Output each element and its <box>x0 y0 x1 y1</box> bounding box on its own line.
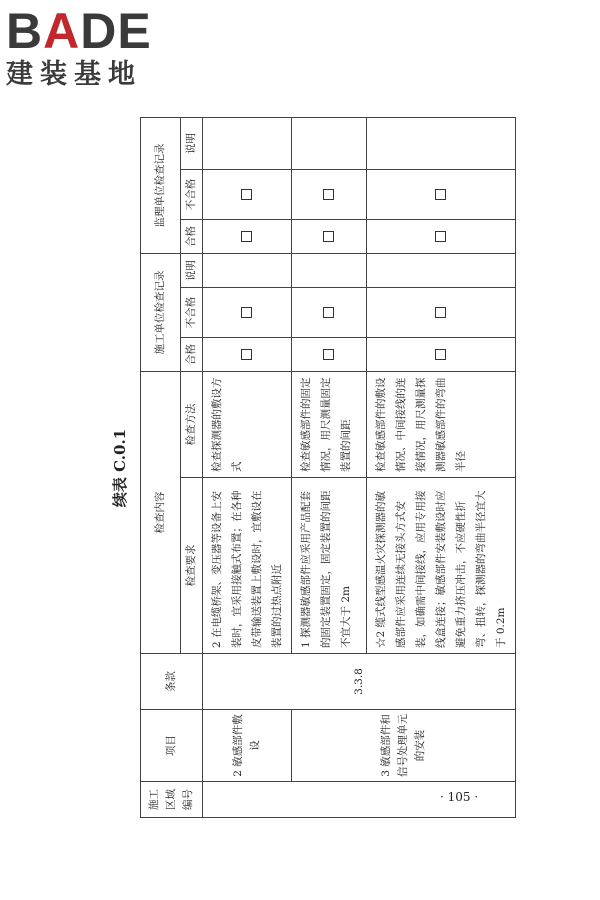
supervision-note-cell <box>367 117 516 169</box>
construction-note-cell <box>367 253 516 287</box>
construction-pass-cell <box>292 338 367 372</box>
header-supervision: 监理单位检查记录 <box>141 117 181 253</box>
header-clause: 条款 <box>141 654 203 710</box>
checkbox[interactable] <box>435 231 446 242</box>
checkbox[interactable] <box>323 349 334 360</box>
logo <box>6 4 186 96</box>
construction-pass-cell <box>367 338 516 372</box>
supervision-fail-cell <box>292 169 367 219</box>
header-requirement: 检查要求 <box>181 478 203 654</box>
logo-subtitle: 建装基地 <box>6 59 142 90</box>
page-number: · 105 · <box>440 790 479 804</box>
method-cell: 检查探测器的敷设方式 <box>203 372 292 478</box>
header-note: 说明 <box>181 253 203 287</box>
header-area: 施工区域编号 <box>141 782 203 818</box>
construction-pass-cell <box>203 338 292 372</box>
inspection-table <box>140 117 516 818</box>
item-cell: 3 敏感部件和信号处理单元的安装 <box>292 710 516 782</box>
item-cell: 2 敏感部件敷设 <box>203 710 292 782</box>
header-construction: 施工单位检查记录 <box>141 253 181 371</box>
logo-wordmark: BADE <box>6 3 152 59</box>
checkbox[interactable] <box>435 349 446 360</box>
supervision-fail-cell <box>203 169 292 219</box>
requirement-cell: 1 探测器敏感部件应采用产品配套的固定装置固定，固定装置的间距不宜大于 2m <box>292 478 367 654</box>
table-caption: 续表 C.0.1 <box>111 428 129 508</box>
header-method: 检查方法 <box>181 372 203 478</box>
header-fail: 不合格 <box>181 169 203 219</box>
clause-cell: 3.3.8 <box>203 654 516 710</box>
checkbox[interactable] <box>241 349 252 360</box>
checkbox[interactable] <box>241 231 252 242</box>
header-fail: 不合格 <box>181 288 203 338</box>
requirement-cell: ☆2 缆式线型感温火灾探测器的敏感部件应采用连续无接头方式安装，如确需中间接线，应用专用接线盒连接；敏感部件安装敷设时应避免重力挤压冲击，不应硬性折弯、扭转，探测器的弯曲半径宜大于 0.2m <box>367 478 516 654</box>
construction-fail-cell <box>292 288 367 338</box>
checkbox[interactable] <box>323 189 334 200</box>
header-content: 检查内容 <box>141 372 181 654</box>
checkbox[interactable] <box>435 189 446 200</box>
supervision-note-cell <box>203 117 292 169</box>
checkbox[interactable] <box>241 307 252 318</box>
checkbox[interactable] <box>435 307 446 318</box>
checkbox[interactable] <box>323 231 334 242</box>
supervision-pass-cell <box>203 219 292 253</box>
supervision-note-cell <box>292 117 367 169</box>
supervision-pass-cell <box>367 219 516 253</box>
construction-fail-cell <box>367 288 516 338</box>
construction-note-cell <box>292 253 367 287</box>
checkbox[interactable] <box>241 189 252 200</box>
header-note: 说明 <box>181 117 203 169</box>
header-item: 项目 <box>141 710 203 782</box>
construction-fail-cell <box>203 288 292 338</box>
supervision-fail-cell <box>367 169 516 219</box>
table-row <box>203 117 292 817</box>
table-row <box>292 117 367 817</box>
header-pass: 合格 <box>181 219 203 253</box>
supervision-pass-cell <box>292 219 367 253</box>
method-cell: 检查敏感部件的敷设情况、中间接线的连接情况，用尺测量探测器敏感部件的弯曲半径 <box>367 372 516 478</box>
method-cell: 检查敏感部件的固定情况，用尺测量固定装置的间距 <box>292 372 367 478</box>
requirement-cell: 2 在电缆桥架、变压器等设备上安装时，宜采用接触式布置；在各种皮带输送装置上敷设时，宜敷设在装置的过热点附近 <box>203 478 292 654</box>
checkbox[interactable] <box>323 307 334 318</box>
header-pass: 合格 <box>181 338 203 372</box>
construction-note-cell <box>203 253 292 287</box>
